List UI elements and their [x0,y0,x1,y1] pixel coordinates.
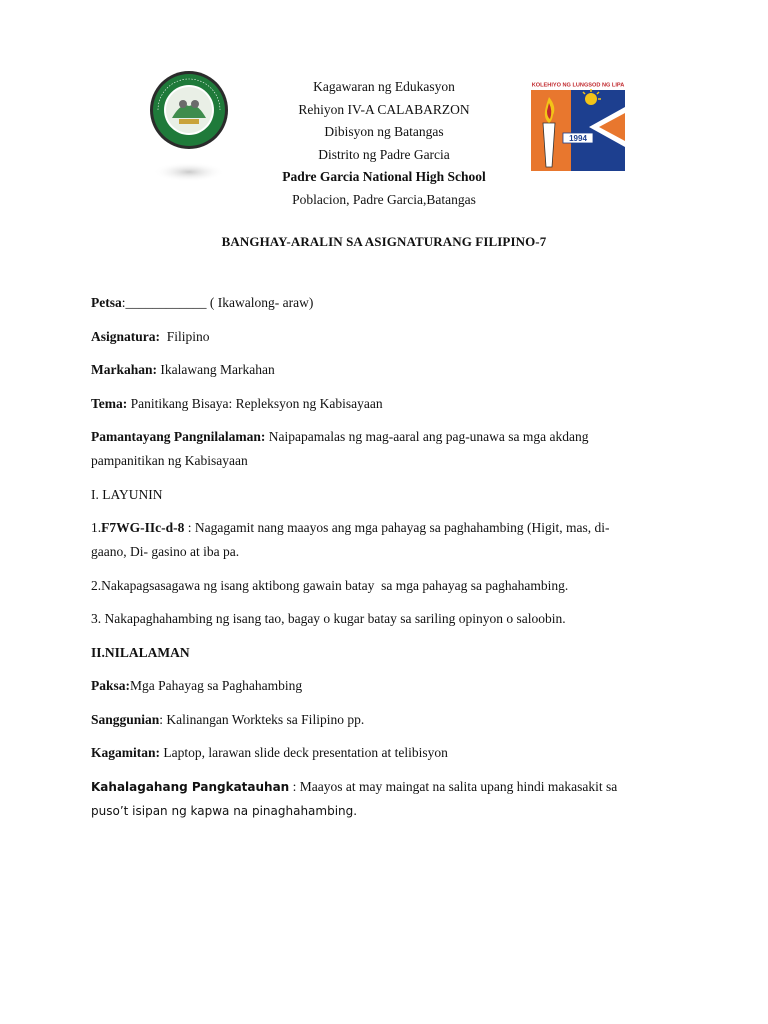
petsa-label: Petsa [91,295,122,310]
asignatura-value: Filipino [160,328,210,344]
kahalagahan-value: : Maayos at may maingat na salita upang hindi makasakit sa [289,778,618,794]
header-school-name: Padre Garcia National High School [282,169,486,184]
kagamitan-label: Kagamitan: [91,745,160,760]
sanggunian-value: : Kalinangan Workteks sa Filipino pp. [159,711,365,727]
paksa-label: Paksa: [91,678,131,693]
kahalagahan-line [91,775,681,799]
kahalagahan-line-2: puso’t isipan ng kapwa na pinaghahambing. [91,803,358,818]
sanggunian-label: Sanggunian [91,711,160,727]
asignatura-line [91,325,681,349]
kagamitan-value: Laptop, larawan slide deck presentation at telibisyon [160,745,448,760]
college-logo-name: KOLEHIYO NG LUNGSOD NG LIPA [531,82,625,89]
markahan-label: Markahan: [91,362,158,377]
asignatura-label: Asignatura: [91,328,161,344]
layunin-heading: I. LAYUNIN [91,486,163,502]
letterhead [234,76,534,211]
tema-value: Panitikang Bisaya: Repleksyon ng Kabisayaan [127,395,383,411]
layunin-item-1-code: F7WG-IIc-d-8 [101,520,185,535]
kagamitan-line [91,741,681,765]
petsa-value: :____________ ( Ikawalong- araw) [121,295,314,310]
pamantayan-value: Naipapamalas ng mag-aaral ang pag-unawa sa mga akdang [265,429,589,444]
header-department: Kagawaran ng Edukasyon [313,79,455,94]
paksa-value: Mga Pahayag sa Paghahambing [130,678,303,693]
layunin-item-3: 3. Nakapaghahambing ng isang tao, bagay o kugar batay sa sariling opinyon o saloobin. [91,611,566,626]
pamantayan-line-2: pampanitikan ng Kabisayaan [91,453,248,468]
sanggunian-line [91,708,681,732]
kahalagahan-label: Kahalagahang Pangkatauhan [91,779,290,794]
petsa-line [91,291,681,315]
header-division: Dibisyon ng Batangas [324,124,444,139]
college-logo [531,79,625,171]
nilalaman-heading: II.NILALAMAN [91,644,190,660]
markahan-line [91,358,681,382]
layunin-item-2: 2.Nakapagsasagawa ng isang aktibong gawain batay sa mga pahayag sa paghahambing. [91,577,569,593]
paksa-line [91,674,681,698]
lesson-plan-title: BANGHAY-ARALIN SA ASIGNATURANG FILIPINO-7 [221,234,547,249]
layunin-item-1-continued: gaano, Di- gasino at iba pa. [91,544,240,559]
pamantayan-line [91,425,681,449]
tema-label: Tema: [91,395,128,411]
college-logo-year: 1994 [569,134,587,143]
markahan-value: Ikalawang Markahan [157,362,275,377]
header-region: Rehiyon IV-A CALABARZON [298,101,470,117]
header-district: Distrito ng Padre Garcia [318,146,450,162]
layunin-item-1 [91,516,681,540]
lesson-plan-body [91,291,681,823]
layunin-item-1-text: : Nagagamit nang maayos ang mga pahayag sa paghahambing (Higit, mas, di- [184,520,610,535]
school-seal-logo [148,68,230,184]
header-address: Poblacion, Padre Garcia,Batangas [292,191,476,207]
pamantayan-label: Pamantayang Pangnilalaman: [91,429,266,444]
layunin-item-1-number: 1. [91,520,102,535]
tema-line [91,392,681,416]
